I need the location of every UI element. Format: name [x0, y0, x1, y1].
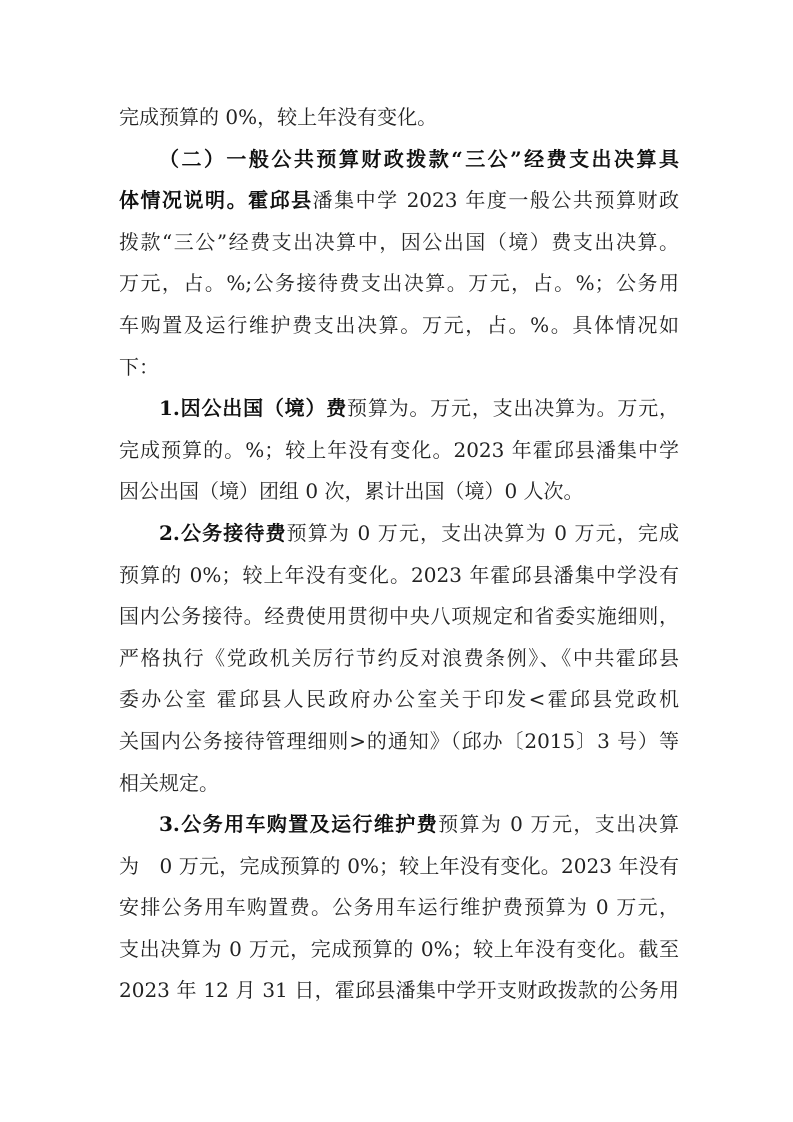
document-page [119, 97, 679, 1012]
body-text: 下： [119, 354, 159, 379]
body-text: 为 0 万元，完成预算的 0%；较上年没有变化。2023 年没有 [119, 853, 679, 878]
text-line [119, 679, 679, 721]
body-text: 安排公务用车购置费。公务用车运行维护费预算为 0 万元， [119, 895, 679, 920]
body-text: 支出决算为 0 万元，完成预算的 0%；较上年没有变化。截至 [119, 936, 679, 961]
bold-heading-text: 3.公务用车购置及运行维护费 [159, 812, 439, 837]
body-text: 国内公务接待。经费使用贯彻中央八项规定和省委实施细则， [119, 604, 679, 629]
text-line [119, 305, 679, 347]
body-text: 相关规定。 [119, 770, 219, 795]
bold-heading-text: （二）一般公共预算财政拨款“三公”经费支出决算具 [159, 146, 679, 171]
body-text: 完成预算的。%；较上年没有变化。2023 年霍邱县潘集中学 [119, 437, 679, 462]
text-line [119, 471, 679, 513]
bold-heading-text: 体情况说明。霍邱县 [119, 188, 313, 213]
body-text: 预算为。万元，支出决算为。万元， [347, 396, 679, 421]
bold-heading-text: 2.公务接待费 [159, 520, 287, 545]
text-line [119, 596, 679, 638]
text-line [119, 555, 679, 597]
text-line [119, 513, 679, 555]
body-text: 委办公室 霍邱县人民政府办公室关于印发<霍邱县党政机 [119, 687, 679, 712]
text-line [119, 804, 679, 846]
body-text: 潘集中学 2023 年度一般公共预算财政 [312, 188, 679, 213]
text-line [119, 180, 679, 222]
body-text: 预算为 0 万元，支出决算为 0 万元，完成 [286, 520, 679, 545]
body-text: 拨款“三公”经费支出决算中，因公出国（境）费支出决算。 [119, 229, 679, 254]
text-line [119, 638, 679, 680]
body-text: 预算的 0%；较上年没有变化。2023 年霍邱县潘集中学没有 [119, 562, 679, 587]
text-line [119, 139, 679, 181]
text-line [119, 97, 679, 139]
body-text: 万元，占。%;公务接待费支出决算。万元，占。%；公务用 [119, 271, 679, 296]
text-line [119, 263, 679, 305]
text-line [119, 222, 679, 264]
bold-heading-text: 1.因公出国（境）费 [159, 396, 348, 421]
body-text: 因公出国（境）团组 0 次，累计出国（境）0 人次。 [119, 479, 584, 504]
text-line [119, 430, 679, 472]
text-line [119, 887, 679, 929]
body-text: 完成预算的 0%，较上年没有变化。 [119, 105, 438, 129]
text-line [119, 388, 679, 430]
text-line [119, 846, 679, 888]
text-line [119, 347, 679, 389]
body-text: 关国内公务接待管理细则>的通知》（邱办〔2015〕3 号）等 [119, 728, 679, 753]
text-line [119, 929, 679, 971]
body-text: 严格执行《党政机关厉行节约反对浪费条例》、《中共霍邱县 [119, 645, 679, 670]
text-line [119, 763, 679, 805]
body-text: 预算为 0 万元，支出决算 [438, 812, 679, 837]
text-line [119, 970, 679, 1012]
body-text: 车购置及运行维护费支出决算。万元，占。%。具体情况如 [119, 312, 679, 337]
text-line [119, 721, 679, 763]
body-text: 2023 年 12 月 31 日，霍邱县潘集中学开支财政拨款的公务用 [119, 978, 679, 1003]
